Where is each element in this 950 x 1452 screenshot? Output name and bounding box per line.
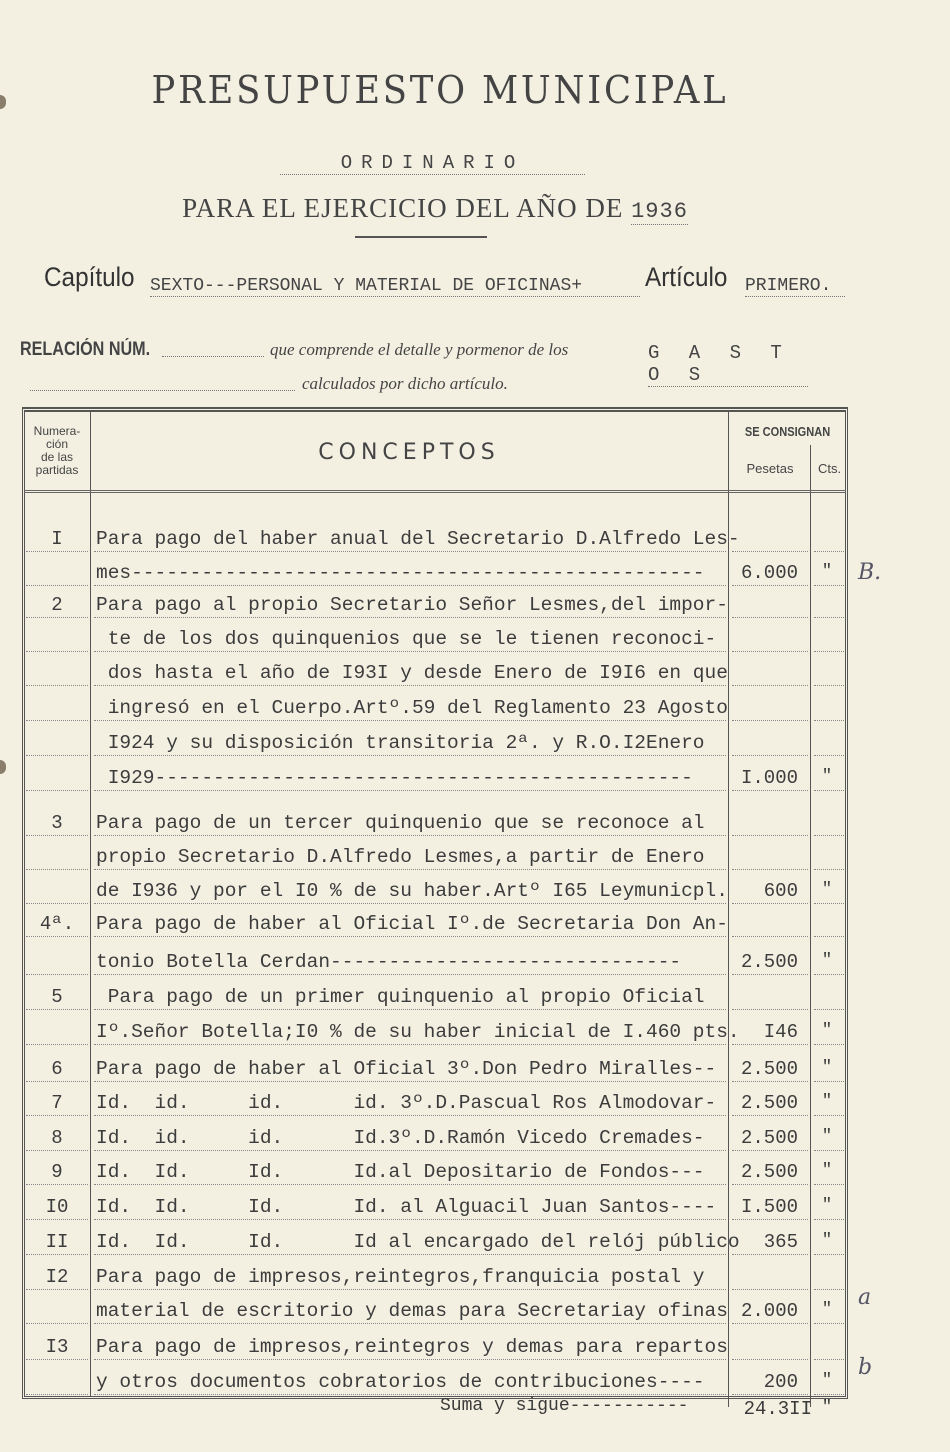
row-rule bbox=[732, 1081, 808, 1082]
concept-line: Para pago de impresos,reintegros y demas para repartos bbox=[96, 1336, 728, 1358]
concept-line: propio Secretario D.Alfredo Lesmes,a partir de Enero bbox=[96, 846, 705, 868]
document-title: PRESUPUESTO MUNICIPAL bbox=[151, 68, 729, 112]
row-rule bbox=[94, 1219, 726, 1220]
row-rule bbox=[814, 903, 844, 904]
row-rule bbox=[732, 685, 808, 686]
row-rule bbox=[814, 755, 844, 756]
row-rule bbox=[26, 685, 88, 686]
row-rule bbox=[26, 1219, 88, 1220]
concept-line: tonio Botella Cerdan------------------------------ bbox=[96, 951, 682, 973]
row-rule bbox=[732, 1044, 808, 1045]
concept-line: Para pago de un tercer quinquenio que se reconoce al bbox=[96, 812, 705, 834]
row-rule bbox=[26, 903, 88, 904]
fiscal-year: 1936 bbox=[631, 199, 688, 224]
amount-cts: " bbox=[821, 1196, 833, 1215]
row-rule bbox=[814, 1219, 844, 1220]
row-rule bbox=[814, 1150, 844, 1151]
ejercicio-label: PARA EL EJERCICIO DEL AÑO DE bbox=[182, 193, 624, 223]
amount-pesetas: I.500 bbox=[740, 1196, 798, 1218]
row-number: II bbox=[45, 1231, 69, 1253]
row-rule bbox=[94, 1359, 726, 1360]
row-rule bbox=[732, 936, 808, 937]
margin-note: a bbox=[858, 1285, 872, 1310]
row-number: I3 bbox=[45, 1336, 69, 1358]
amount-cts: " bbox=[821, 1092, 833, 1111]
amount-cts: " bbox=[821, 1127, 833, 1146]
relacion-text: que comprende el detalle y pormenor de los bbox=[270, 340, 569, 359]
row-rule bbox=[94, 1009, 726, 1010]
row-rule bbox=[26, 835, 88, 836]
row-rule bbox=[26, 1044, 88, 1045]
row-rule bbox=[26, 869, 88, 870]
header-divider bbox=[24, 490, 846, 493]
row-rule bbox=[814, 685, 844, 686]
row-rule bbox=[732, 1289, 808, 1290]
row-rule bbox=[94, 936, 726, 937]
row-rule bbox=[94, 651, 726, 652]
margin-note: b bbox=[858, 1355, 873, 1380]
concept-line: Id. Id. Id. Id. al Alguacil Juan Santos---- bbox=[96, 1196, 717, 1218]
amount-cts: " bbox=[821, 1021, 833, 1040]
amount-pesetas: 600 bbox=[763, 880, 798, 902]
row-number: 9 bbox=[51, 1161, 63, 1183]
row-rule bbox=[732, 1115, 808, 1116]
fiscal-year-line bbox=[0, 193, 870, 224]
row-number: 8 bbox=[51, 1127, 63, 1149]
row-rule bbox=[814, 835, 844, 836]
row-number: 2 bbox=[51, 594, 63, 616]
row-rule bbox=[26, 1150, 88, 1151]
row-rule bbox=[26, 720, 88, 721]
row-rule bbox=[94, 1323, 726, 1324]
row-rule bbox=[732, 1394, 808, 1395]
amount-cts: " bbox=[821, 1231, 833, 1250]
row-rule bbox=[26, 1009, 88, 1010]
row-rule bbox=[26, 585, 88, 586]
amount-pesetas: 2.500 bbox=[740, 951, 798, 973]
capitulo-value: SEXTO---PERSONAL Y MATERIAL DE OFICINAS+ bbox=[150, 276, 640, 297]
articulo-label: Artículo bbox=[645, 262, 728, 292]
amount-pesetas: 200 bbox=[763, 1371, 798, 1393]
concept-line: Para pago del haber anual del Secretario D.Alfredo Les- bbox=[96, 528, 740, 550]
row-number: 4ª. bbox=[39, 913, 75, 935]
concept-line: Para pago al propio Secretario Señor Lesmes,del impor- bbox=[96, 594, 728, 616]
document-subtitle: ORDINARIO bbox=[280, 152, 585, 175]
row-rule bbox=[732, 974, 808, 975]
concept-line: I924 y su disposición transitoria 2ª. y R.O.I2Enero bbox=[96, 732, 705, 754]
row-rule bbox=[814, 1009, 844, 1010]
row-rule bbox=[732, 1254, 808, 1255]
concept-line: dos hasta el año de I93I y desde Enero de I9I6 en que bbox=[96, 662, 728, 684]
row-rule bbox=[26, 651, 88, 652]
row-rule bbox=[732, 617, 808, 618]
row-number: I2 bbox=[45, 1266, 69, 1288]
concept-line: Id. id. id. id. 3º.D.Pascual Ros Almodovar- bbox=[96, 1092, 717, 1114]
row-rule bbox=[814, 1081, 844, 1082]
row-rule bbox=[94, 1184, 726, 1185]
row-rule bbox=[814, 1044, 844, 1045]
row-rule bbox=[732, 1150, 808, 1151]
amount-cts: " bbox=[821, 880, 833, 899]
row-rule bbox=[26, 1254, 88, 1255]
amount-pesetas: 2.500 bbox=[740, 1058, 798, 1080]
row-rule bbox=[94, 1081, 726, 1082]
row-rule bbox=[814, 617, 844, 618]
row-rule bbox=[732, 1184, 808, 1185]
concept-line: I929---------------------------------------------- bbox=[96, 767, 693, 789]
row-rule bbox=[814, 869, 844, 870]
amount-pesetas: 2.500 bbox=[740, 1092, 798, 1114]
header-numeracion: Numera- ción de las partidas bbox=[33, 424, 81, 477]
row-rule bbox=[26, 1289, 88, 1290]
concept-line: mes------------------------------------------------- bbox=[96, 562, 705, 584]
suma-pesetas: 24.3II bbox=[743, 1398, 812, 1420]
row-rule bbox=[94, 835, 726, 836]
row-rule bbox=[732, 790, 808, 791]
concept-line: Para pago de un primer quinquenio al propio Oficial bbox=[96, 986, 705, 1008]
amount-pesetas: 6.000 bbox=[740, 562, 798, 584]
row-number: 7 bbox=[51, 1092, 63, 1114]
row-rule bbox=[26, 1359, 88, 1360]
row-rule bbox=[94, 755, 726, 756]
row-rule bbox=[26, 1394, 88, 1395]
relacion-label: RELACIÓN NÚM. bbox=[20, 339, 151, 360]
row-rule bbox=[814, 551, 844, 552]
row-rule bbox=[732, 651, 808, 652]
row-rule bbox=[94, 551, 726, 552]
amount-pesetas: 365 bbox=[763, 1231, 798, 1253]
row-number: 6 bbox=[51, 1058, 63, 1080]
row-rule bbox=[814, 1115, 844, 1116]
row-rule bbox=[26, 936, 88, 937]
row-rule bbox=[732, 551, 808, 552]
row-rule bbox=[732, 903, 808, 904]
concept-line: de I936 y por el I0 % de su haber.Artº I65 Leymunicpl. bbox=[96, 880, 728, 902]
row-rule bbox=[94, 617, 726, 618]
header-pesetas: Pesetas bbox=[746, 461, 794, 476]
row-rule bbox=[26, 1184, 88, 1185]
amount-cts: " bbox=[821, 1058, 833, 1077]
row-rule bbox=[94, 685, 726, 686]
amount-pesetas: 2.500 bbox=[740, 1161, 798, 1183]
header-se-consignan: SE CONSIGNAN bbox=[744, 424, 831, 439]
row-rule bbox=[94, 790, 726, 791]
amount-cts: " bbox=[821, 767, 833, 786]
row-number: 3 bbox=[51, 812, 63, 834]
row-rule bbox=[814, 936, 844, 937]
concept-line: Para pago de haber al Oficial Iº.de Secretaria Don An- bbox=[96, 913, 728, 935]
divider bbox=[355, 236, 487, 238]
row-rule bbox=[94, 1254, 726, 1255]
column-divider bbox=[810, 445, 811, 1407]
row-rule bbox=[732, 869, 808, 870]
row-rule bbox=[814, 974, 844, 975]
gastos-value: G A S T O S bbox=[648, 342, 808, 387]
binder-hole bbox=[0, 95, 6, 109]
concept-line: Para pago de haber al Oficial 3º.Don Pedro Miralles-- bbox=[96, 1058, 717, 1080]
row-rule bbox=[732, 835, 808, 836]
calculados-blank bbox=[30, 390, 295, 391]
row-rule bbox=[814, 720, 844, 721]
row-rule bbox=[732, 720, 808, 721]
row-rule bbox=[94, 1394, 726, 1395]
amount-cts: " bbox=[821, 1161, 833, 1180]
row-rule bbox=[814, 1394, 844, 1395]
row-rule bbox=[732, 755, 808, 756]
amount-pesetas: 2.000 bbox=[740, 1300, 798, 1322]
row-rule bbox=[94, 974, 726, 975]
row-rule bbox=[94, 585, 726, 586]
row-rule bbox=[26, 974, 88, 975]
row-rule bbox=[94, 1044, 726, 1045]
header-cts: Cts. bbox=[817, 461, 842, 476]
concept-line: Para pago de impresos,reintegros,franquicia postal y bbox=[96, 1266, 705, 1288]
row-rule bbox=[732, 1009, 808, 1010]
binder-hole bbox=[0, 760, 6, 774]
row-rule bbox=[26, 1323, 88, 1324]
row-rule bbox=[732, 585, 808, 586]
row-rule bbox=[94, 903, 726, 904]
row-number: 5 bbox=[51, 986, 63, 1008]
row-rule bbox=[732, 1359, 808, 1360]
row-number: I0 bbox=[45, 1196, 69, 1218]
concept-line: material de escritorio y demas para Secretariay ofinas bbox=[96, 1300, 728, 1322]
row-number: I bbox=[51, 528, 63, 550]
row-rule bbox=[26, 617, 88, 618]
concept-line: te de los dos quinquenios que se le tienen reconoci- bbox=[96, 628, 717, 650]
amount-cts: " bbox=[821, 562, 833, 581]
amount-cts: " bbox=[821, 1371, 833, 1390]
concept-line: y otros documentos cobratorios de contribuciones---- bbox=[96, 1371, 705, 1393]
row-rule bbox=[814, 1254, 844, 1255]
row-rule bbox=[94, 1289, 726, 1290]
margin-note: B. bbox=[858, 560, 882, 585]
row-rule bbox=[26, 1115, 88, 1116]
header-conceptos: CONCEPTOS bbox=[318, 440, 500, 465]
row-rule bbox=[814, 790, 844, 791]
row-rule bbox=[94, 720, 726, 721]
amount-cts: " bbox=[821, 951, 833, 970]
row-rule bbox=[26, 1081, 88, 1082]
amount-pesetas: 2.500 bbox=[740, 1127, 798, 1149]
calculados-text: calculados por dicho artículo. bbox=[302, 374, 508, 393]
concept-line: ingresó en el Cuerpo.Artº.59 del Reglamento 23 Agosto bbox=[96, 697, 728, 719]
row-rule bbox=[26, 551, 88, 552]
concept-line: Id. id. id. Id.3º.D.Ramón Vicedo Cremades- bbox=[96, 1127, 705, 1149]
row-rule bbox=[732, 1323, 808, 1324]
amount-pesetas: I.000 bbox=[740, 767, 798, 789]
row-rule bbox=[814, 1359, 844, 1360]
suma-label: Suma y sigue----------- bbox=[440, 1396, 689, 1416]
row-rule bbox=[94, 1115, 726, 1116]
capitulo-label: Capítulo bbox=[44, 262, 135, 292]
row-rule bbox=[814, 1184, 844, 1185]
relacion-blank bbox=[162, 356, 264, 357]
amount-cts: " bbox=[821, 1300, 833, 1319]
row-rule bbox=[814, 651, 844, 652]
concept-line: Id. Id. Id. Id.al Depositario de Fondos--- bbox=[96, 1161, 705, 1183]
row-rule bbox=[26, 755, 88, 756]
row-rule bbox=[94, 1150, 726, 1151]
column-divider bbox=[90, 412, 91, 1397]
row-rule bbox=[814, 585, 844, 586]
row-rule bbox=[26, 790, 88, 791]
row-rule bbox=[732, 1219, 808, 1220]
amount-pesetas: I46 bbox=[763, 1021, 798, 1043]
row-rule bbox=[94, 869, 726, 870]
concept-line: Id. Id. Id. Id al encargado del relój público bbox=[96, 1231, 740, 1253]
row-rule bbox=[814, 1289, 844, 1290]
concept-line: Iº.Señor Botella;I0 % de su haber inicial de I.460 pts. bbox=[96, 1021, 740, 1043]
articulo-value: PRIMERO. bbox=[745, 276, 845, 297]
row-rule bbox=[814, 1323, 844, 1324]
suma-cts: " bbox=[821, 1398, 833, 1417]
